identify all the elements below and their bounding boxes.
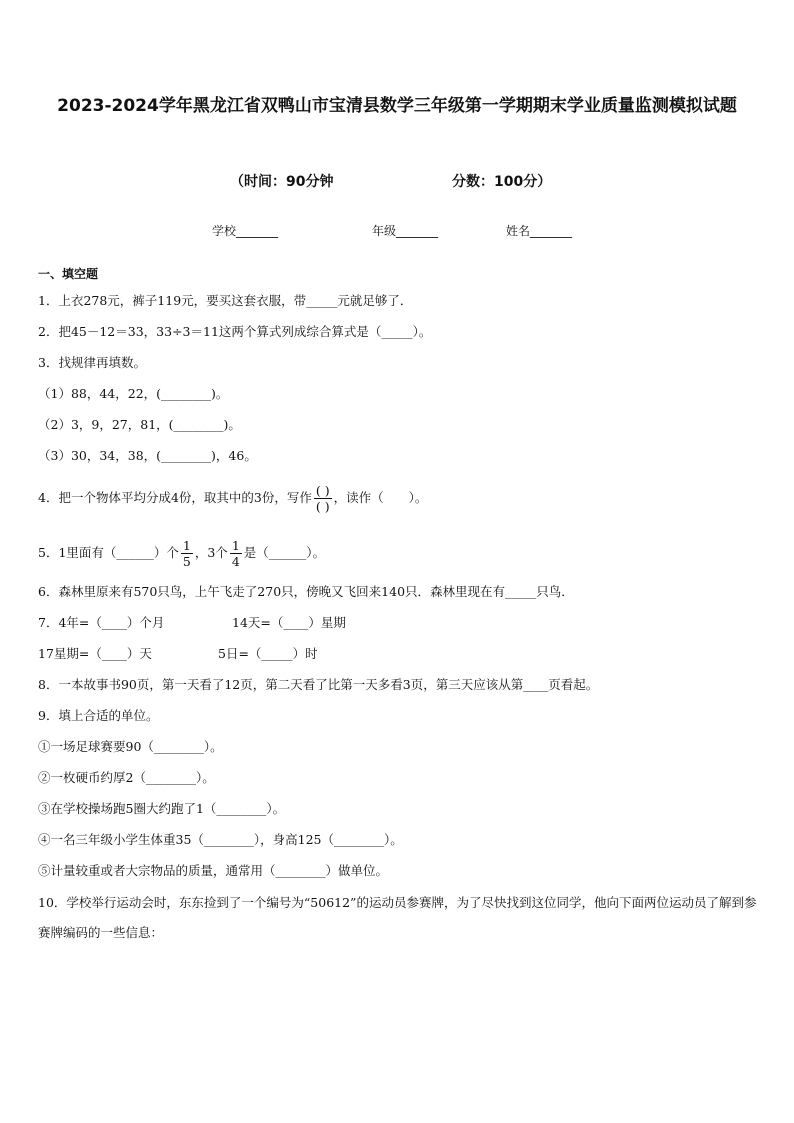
blank-fraction: [314, 483, 332, 514]
name-field: 姓名_______: [506, 224, 573, 238]
question-2: 2．把45－12＝33，33÷3＝11这两个算式列成综合算式是（_____）。: [38, 324, 432, 339]
fraction-numerator: ( ): [315, 483, 330, 498]
fraction-denominator: ( ): [315, 499, 330, 514]
question-3-part-3: （3）30，34，38，(________)，46。: [38, 448, 257, 463]
fraction-one-quarter: [230, 538, 242, 569]
question-7-part-4: 5日=（_____）时: [218, 646, 318, 661]
page-title: 2023-2024学年黑龙江省双鸭山市宝清县数学三年级第一学期期末学业质量监测模拟试题: [57, 96, 737, 116]
question-5-mid: ，3个: [194, 545, 228, 560]
question-9-item-5: ⑤计量较重或者大宗物品的质量，通常用（________）做单位。: [38, 863, 389, 878]
question-9: 9．填上合适的单位。: [38, 708, 159, 723]
question-3-part-1: （1）88，44，22，(________)。: [38, 386, 229, 401]
question-7-part-3: 17星期=（____）天: [38, 646, 152, 661]
question-3: 3．找规律再填数。: [38, 355, 146, 370]
question-5: [38, 535, 325, 571]
question-4: [38, 480, 427, 516]
time-limit: （时间：90分钟: [230, 174, 334, 190]
fraction-numerator: 1: [231, 538, 240, 553]
fraction-numerator: 1: [182, 538, 191, 553]
section-heading: 一、填空题: [38, 267, 99, 281]
student-info: [0, 222, 794, 242]
fraction-one-fifth: [181, 538, 193, 569]
exam-meta: [0, 171, 794, 193]
question-10: 10．学校举行运动会时，东东捡到了一个编号为“50612”的运动员参赛牌，为了尽快找到这位同学，他向下面两位运动员了解到参赛牌编码的一些信息：: [38, 895, 757, 940]
question-9-item-4: ④一名三年级小学生体重35（________），身高125（________）。: [38, 832, 403, 847]
fraction-denominator: 4: [231, 554, 240, 569]
question-3-part-2: （2）3，9，27，81，(________)。: [38, 417, 241, 432]
question-4-text: 4．把一个物体平均分成4份，取其中的3份，写作: [38, 490, 312, 505]
question-5-text: 5．1里面有（______）个: [38, 545, 179, 560]
question-6: 6．森林里原来有570只鸟，上午飞走了270只，傍晚又飞回来140只．森林里现在有_____只鸟．: [38, 584, 574, 599]
grade-field: 年级_______: [372, 224, 439, 238]
question-4-tail: ，读作（ ）。: [333, 490, 428, 505]
question-7-part-2: 14天=（____）星期: [232, 615, 346, 630]
question-9-item-1: ①一场足球赛要90（________）。: [38, 739, 223, 754]
fraction-denominator: 5: [182, 554, 191, 569]
question-9-item-2: ②一枚硬币约厚2（________）。: [38, 770, 215, 785]
question-8: 8．一本故事书90页，第一天看了12页，第二天看了比第一天多看3页，第三天应该从第____页看起。: [38, 677, 599, 692]
question-5-tail: 是（______）。: [243, 545, 326, 560]
question-1: 1．上衣278元，裤子119元，要买这套衣服，带_____元就足够了．: [38, 293, 413, 308]
total-score: 分数：100分）: [452, 174, 552, 190]
question-7-part-1: 7．4年=（____）个月: [38, 615, 165, 630]
school-field: 学校_______: [212, 224, 279, 238]
question-9-item-3: ③在学校操场跑5圈大约跑了1（________）。: [38, 801, 286, 816]
